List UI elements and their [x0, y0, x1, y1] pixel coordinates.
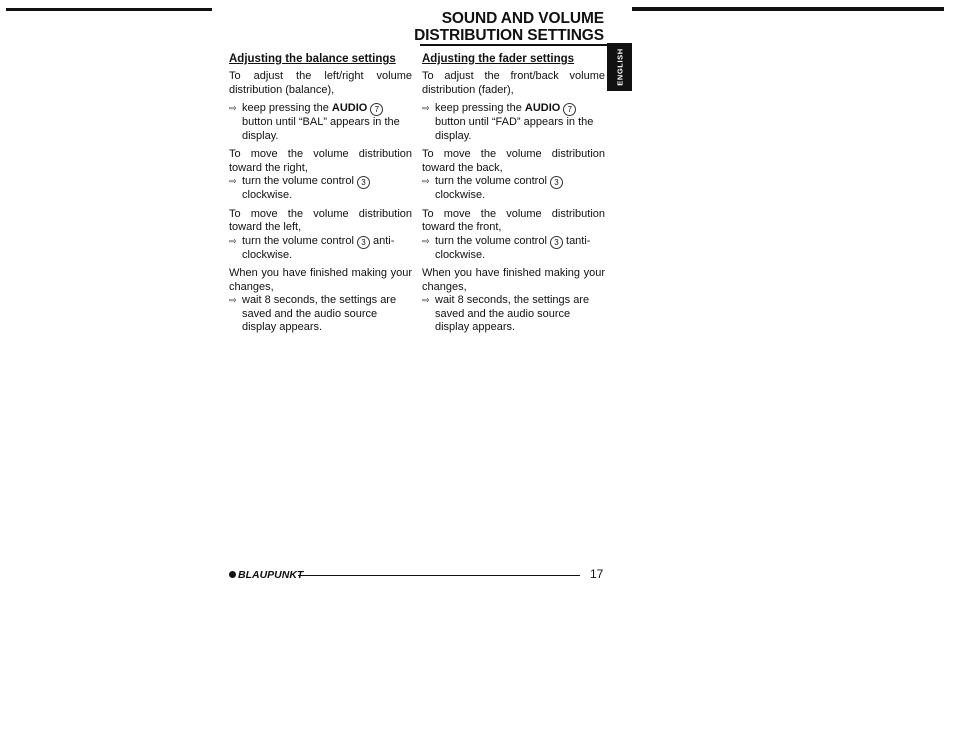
fader-step-3: ⇨ turn the volume control 3 tanti-clockwise.	[422, 234, 591, 261]
page-title	[408, 10, 604, 44]
arrow-icon: ⇨	[229, 103, 237, 113]
title-underline	[420, 44, 608, 46]
audio-label: AUDIO	[524, 102, 561, 114]
audio-label: AUDIO	[331, 102, 368, 114]
page-number: 17	[590, 567, 604, 581]
fader-section	[422, 52, 605, 335]
top-left-rule	[6, 8, 212, 11]
fader-step-4: ⇨ wait 8 seconds, the settings are saved and the audio source display appears.	[422, 294, 590, 333]
fader-step-2: ⇨ turn the volume control 3 clockwise.	[422, 175, 605, 203]
arrow-icon: ⇨	[422, 295, 430, 305]
circled-number-icon: 3	[550, 176, 563, 189]
balance-p4: When you have finished making your changes,	[229, 267, 412, 293]
footer-rule	[298, 575, 580, 576]
fader-p2: To move the volume distribution toward the back,	[422, 148, 605, 174]
fader-p3: To move the volume distribution toward the front,	[422, 207, 605, 233]
balance-step-1: ⇨ keep pressing the AUDIO 7 button until “BAL” appears in the display.	[229, 102, 400, 142]
balance-p2: To move the volume distribution toward the right,	[229, 148, 412, 174]
language-tab-label: ENGLISH	[615, 48, 624, 86]
top-right-rule	[632, 7, 944, 11]
arrow-icon: ⇨	[229, 295, 237, 305]
balance-section	[229, 52, 412, 335]
language-tab	[607, 43, 632, 91]
fader-intro: To adjust the front/back volume distribution (fader),	[422, 70, 605, 96]
circled-number-icon: 7	[370, 103, 383, 116]
circled-number-icon: 3	[550, 236, 563, 249]
fader-p4: When you have finished making your changes,	[422, 267, 605, 293]
circled-number-icon: 3	[357, 176, 370, 189]
fader-step-1: ⇨ keep pressing the AUDIO 7 button until “FAD” appears in the display.	[422, 102, 594, 142]
arrow-icon: ⇨	[229, 176, 237, 186]
arrow-icon: ⇨	[422, 103, 430, 113]
balance-p3: To move the volume distribution toward the left,	[229, 207, 412, 233]
circled-number-icon: 3	[357, 236, 370, 249]
arrow-icon: ⇨	[229, 235, 237, 246]
brand-name: BLAUPUNKT	[238, 569, 304, 581]
brand-logo	[229, 569, 303, 581]
balance-step-3: ⇨ turn the volume control 3 anti-clockwise.	[229, 234, 395, 261]
title-line-1: SOUND AND VOLUME	[441, 10, 604, 27]
title-line-2: DISTRIBUTION SETTINGS	[414, 27, 604, 44]
bullet-dot-icon	[229, 571, 236, 578]
fader-heading: Adjusting the fader settings	[422, 53, 575, 65]
arrow-icon: ⇨	[422, 176, 430, 186]
balance-step-2: ⇨ turn the volume control 3 clockwise.	[229, 175, 412, 203]
balance-intro: To adjust the left/right volume distribution (balance),	[229, 70, 412, 96]
circled-number-icon: 7	[563, 103, 576, 116]
balance-step-4: ⇨ wait 8 seconds, the settings are saved and the audio source display appears.	[229, 294, 397, 333]
arrow-icon: ⇨	[422, 235, 430, 246]
balance-heading: Adjusting the balance settings	[229, 53, 396, 65]
